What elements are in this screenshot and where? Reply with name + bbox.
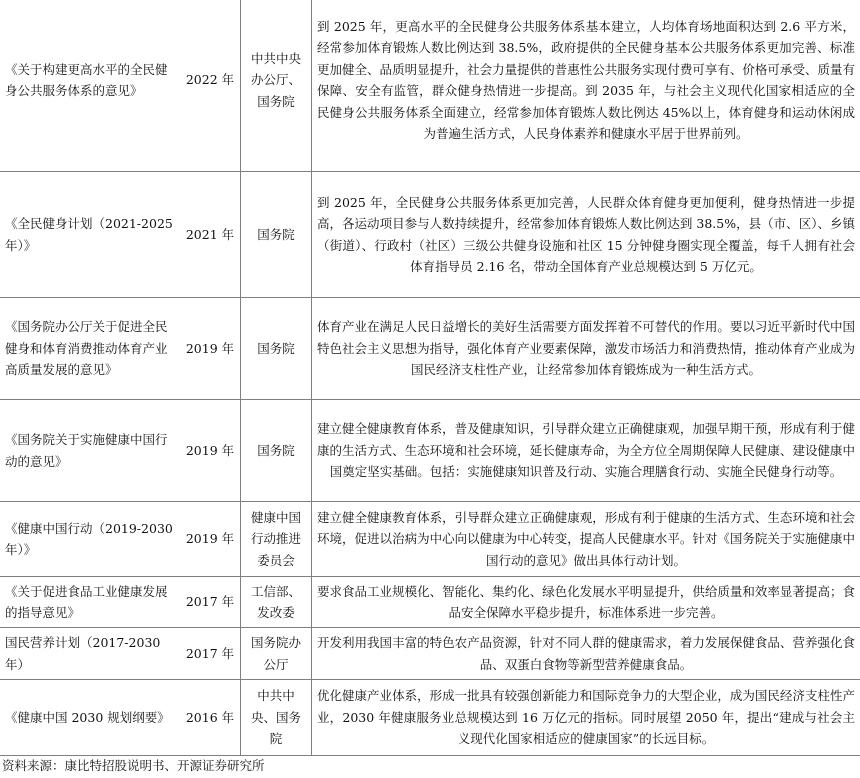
policy-content: 到 2025 年，更高水平的全民健身公共服务体系基本建立，人均体育场地面积达到 2.6 平方米，经常参加体育锻炼人数比例达到 38.5%，政府提供的全民健身基本公共服务体系更加完善、标准更加健全、品质明显提升，社会力量提供的普惠性公共服务实现付费可享有、价格可承受、质量有保障、安全有监管，群众健身热情进一步提高。到 2035 年，与社会主义现代化国家相适应的全民健身公共服务体系全面建立，经常参加体育锻炼人数比例达 45%以上，体育健身和运动休闲成为普遍生活方式，人民身体素养和健康水平居于世界前列。 (312, 0, 860, 172)
policy-issuer: 国务院办公厅 (241, 628, 312, 680)
table-row (0, 298, 860, 400)
policy-name: 《关于促进食品工业健康发展的指导意见》 (0, 577, 180, 628)
table-row (0, 400, 860, 502)
policy-content: 体育产业在满足人民日益增长的美好生活需要方面发挥着不可替代的作用。要以习近平新时代中国特色社会主义思想为指导，强化体育产业要素保障，激发市场活力和消费热情，推动体育产业成为国民经济支柱性产业，让经常参加体育锻炼成为一种生活方式。 (312, 298, 860, 400)
policy-issuer: 中共中央办公厅、国务院 (241, 0, 312, 172)
policy-year: 2019 年 (180, 298, 241, 400)
table-row (0, 502, 860, 577)
policy-content: 到 2025 年，全民健身公共服务体系更加完善，人民群众体育健身更加便利，健身热情进一步提高，各运动项目参与人数持续提升，经常参加体育锻炼人数比例达到 38.5%，县（市、区）、乡镇（街道）、行政村（社区）三级公共健身设施和社区 15 分钟健身圈实现全覆盖，每千人拥有社会体育指导员 2.16 名，带动全国体育产业总规模达到 5 万亿元。 (312, 172, 860, 298)
table-row (0, 577, 860, 628)
source-note: 资料来源：康比特招股说明书、开源证券研究所 (2, 758, 265, 773)
policy-year: 2021 年 (180, 172, 241, 298)
policy-year: 2017 年 (180, 577, 241, 628)
policy-year: 2022 年 (180, 0, 241, 172)
policy-name: 《国务院办公厅关于促进全民健身和体育消费推动体育产业高质量发展的意见》 (0, 298, 180, 400)
policy-name: 《健康中国 2030 规划纲要》 (0, 680, 180, 756)
policy-content: 优化健康产业体系，形成一批具有较强创新能力和国际竞争力的大型企业，成为国民经济支柱性产业，2030 年健康服务业总规模达到 16 万亿元的指标。同时展望 2050 年，提出“建成与社会主义现代化国家相适应的健康国家”的长远目标。 (312, 680, 860, 756)
policy-issuer: 国务院 (241, 400, 312, 502)
policy-content: 建立健全健康教育体系，引导群众建立正确健康观，形成有利于健康的生活方式、生态环境和社会环境，促进以治病为中心向以健康为中心转变，提高人民健康水平。针对《国务院关于实施健康中国行动的意见》做出具体行动计划。 (312, 502, 860, 577)
policy-name: 《国务院关于实施健康中国行动的意见》 (0, 400, 180, 502)
table-row (0, 0, 860, 172)
table-row (0, 172, 860, 298)
policy-name: 《健康中国行动（2019-2030 年）》 (0, 502, 180, 577)
policy-issuer: 中共中央、国务院 (241, 680, 312, 756)
policy-issuer: 健康中国行动推进委员会 (241, 502, 312, 577)
policy-issuer: 工信部、发改委 (241, 577, 312, 628)
policy-year: 2016 年 (180, 680, 241, 756)
policy-issuer: 国务院 (241, 172, 312, 298)
policy-content: 要求食品工业规模化、智能化、集约化、绿色化发展水平明显提升，供给质量和效率显著提高；食品安全保障水平稳步提升，标准体系进一步完善。 (312, 577, 860, 628)
policy-content: 开发利用我国丰富的特色农产品资源，针对不同人群的健康需求，着力发展保健食品、营养强化食品、双蛋白食物等新型营养健康食品。 (312, 628, 860, 680)
policy-name: 《全民健身计划（2021-2025 年）》 (0, 172, 180, 298)
policy-year: 2019 年 (180, 502, 241, 577)
policy-content: 建立健全健康教育体系，普及健康知识，引导群众建立正确健康观，加强早期干预，形成有利于健康的生活方式、生态环境和社会环境，延长健康寿命，为全方位全周期保障人民健康、建设健康中国奠定坚实基础。包括：实施健康知识普及行动、实施合理膳食行动、实施全民健身行动等。 (312, 400, 860, 502)
policy-issuer: 国务院 (241, 298, 312, 400)
policy-name: 国民营养计划（2017-2030 年） (0, 628, 180, 680)
table-row (0, 680, 860, 756)
policy-year: 2017 年 (180, 628, 241, 680)
policy-name: 《关于构建更高水平的全民健身公共服务体系的意见》 (0, 0, 180, 172)
policy-year: 2019 年 (180, 400, 241, 502)
table-row (0, 628, 860, 680)
